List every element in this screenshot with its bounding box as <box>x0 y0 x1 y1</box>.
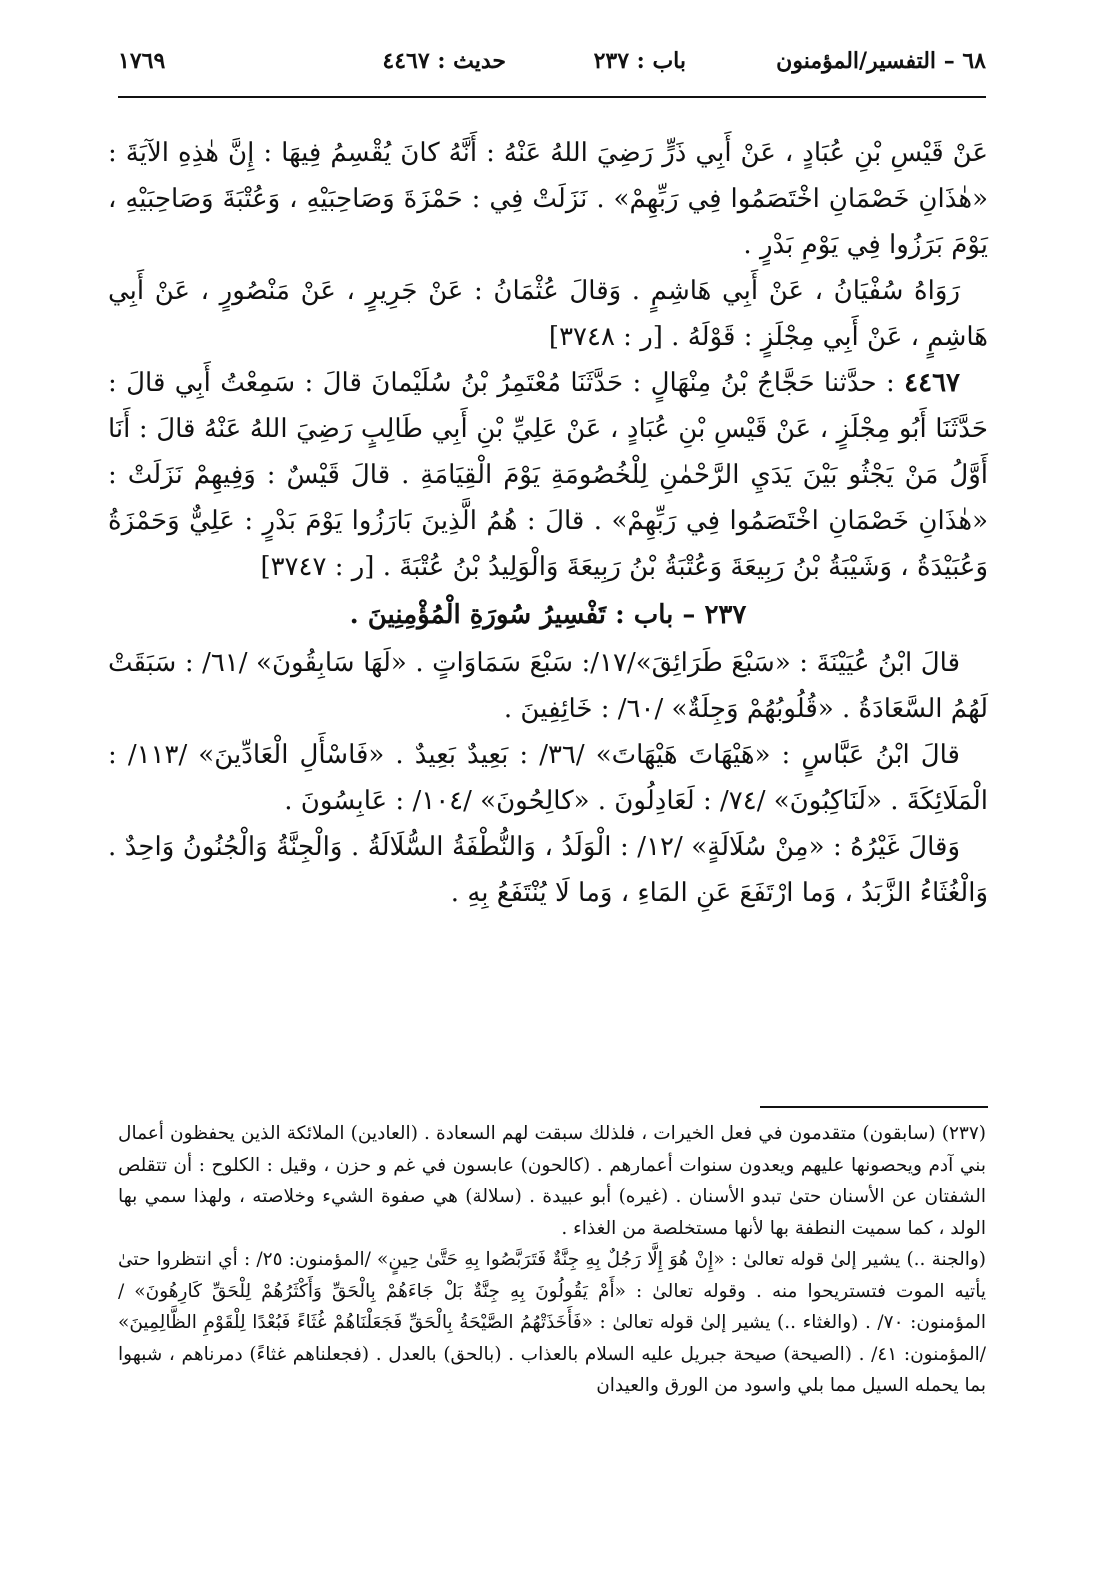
chapter-title: ٢٣٧ – باب : تَفْسِيرُ سُورَةِ الْمُؤْمِنِينَ . <box>349 600 747 630</box>
header-hadith: حديث : ٤٤٦٧ <box>382 48 506 74</box>
paragraph-4: قالَ ابْنُ عُيَيْنَةَ : «سَبْعَ طَرَائِقَ»/١٧/: سَبْعَ سَمَاوَاتٍ . «لَهَا سَابِقُونَ» /٦١/ : سَبَقَتْ لَهُمُ السَّعَادَةُ . «قُلُوبُهُمْ وَجِلَةٌ» /٦٠/ : خَائِفِينَ . <box>108 648 988 724</box>
header-bab: باب : ٢٣٧ <box>593 48 686 74</box>
paragraph-1: عَنْ قَيْسِ بْنِ عُبَادٍ ، عَنْ أَبِي ذَرٍّ رَضِيَ اللهُ عَنْهُ : أَنَّهُ كانَ يُقْسِمُ فِيهَا : إِنَّ هٰذِهِ الآيَةَ : «هٰذَانِ خَصْمَانِ اخْتَصَمُوا فِي رَبِّهِمْ» . نَزَلَتْ فِي : حَمْزَةَ وَصَاحِبَيْهِ ، وَعُتْبَةَ وَصَاحِبَيْهِ ، يَوْمَ بَرَزُوا فِي يَوْمِ بَدْرٍ . <box>108 138 988 260</box>
running-header <box>118 44 986 94</box>
page-number: ١٧٦٩ <box>118 48 166 74</box>
hadith-number: ٤٤٦٧ <box>904 368 960 398</box>
hadith-paragraph <box>108 360 988 590</box>
paragraph-6: وَقالَ غَيْرُهُ : «مِنْ سُلَالَةٍ» /١٢/ : الْوَلَدُ ، وَالنُّطْفَةُ السُّلَالَةُ . وَالْجِنَّةُ وَالْجُنُونُ وَاحِدٌ . وَالْغُثَاءُ الزَّبَدُ ، وَما ارْتَفَعَ عَنِ المَاءِ ، وَما لَا يُنْتَفَعُ بِهِ . <box>108 832 988 908</box>
footnotes <box>118 1118 986 1402</box>
footnote-rule <box>760 1106 988 1108</box>
header-rule <box>118 96 986 98</box>
paragraph-5: قالَ ابْنُ عَبَّاسٍ : «هَيْهَاتَ هَيْهَاتَ» /٣٦/ : بَعِيدٌ بَعِيدٌ . «فَاسْأَلِ الْعَادِّينَ» /١١٣/ : الْمَلَائِكَةَ . «لَنَاكِبُونَ» /٧٤/ : لَعَادِلُونَ . «كالِحُونَ» /١٠٤/ : عَابِسُونَ . <box>108 740 988 816</box>
footnote-1: (٢٣٧) (سابقون) متقدمون في فعل الخيرات ، فلذلك سبقت لهم السعادة . (العادين) الملائكة الذين يحفظون أعمال بني آدم ويحصونها عليهم ويعدون سنوات أعمارهم . (كالحون) عابسون في غم و حزن ، وقيل : الكلوح : أن تتقلص الشفتان عن الأسنان حتىٰ تبدو الأسنان . (غيره) أبو عبيدة . (سلالة) هي صفوة الشيء وخلاصته ، ولهذا سمي بها الولد ، كما سميت النطفة بها لأنها مستخلصة من الغذاء . <box>118 1123 986 1239</box>
footnote-2: (والجنة ..) يشير إلىٰ قوله تعالىٰ : «إِنْ هُوَ إِلَّا رَجُلٌ بِهِ جِنَّةٌ فَتَرَبَّصُوا بِهِ حَتَّىٰ حِينٍ» /المؤمنون: ٢٥/ : أي انتظروا حتىٰ يأتيه الموت فتستريحوا منه . وقوله تعالىٰ : «أَمْ يَقُولُونَ بِهِ جِنَّةٌ بَلْ جَاءَهُمْ بِالْحَقِّ وَأَكْثَرُهُمْ لِلْحَقِّ كَارِهُونَ» /المؤمنون: ٧٠/ . (والغثاء ..) يشير إلىٰ قوله تعالىٰ : «فَأَخَذَتْهُمُ الصَّيْحَةُ بِالْحَقِّ فَجَعَلْنَاهُمْ غُثَاءً فَبُعْدًا لِلْقَوْمِ الظَّالِمِينَ» /المؤمنون: ٤١/ . (الصيحة) صيحة جبريل عليه السلام بالعذاب . (بالحق) بالعدل . (فجعلناهم غثاءً) دمرناهم ، شبهوا بما يحمله السيل مما بلي واسود من الورق والعيدان <box>118 1249 986 1396</box>
main-text <box>108 130 988 916</box>
hadith-text: : حدَّثنا حَجَّاجُ بْنُ مِنْهَالٍ : حَدَّثَنَا مُعْتَمِرُ بْنُ سُلَيْمانَ قالَ : سَمِعْتُ أَبِي قالَ : حَدَّثَنَا أَبُو مِجْلَزٍ ، عَنْ قَيْسِ بْنِ عُبَادٍ ، عَنْ عَلِيِّ بْنِ أَبِي طَالِبٍ رَضِيَ اللهُ عَنْهُ قالَ : أَنَا أَوَّلُ مَنْ يَجْثُو بَيْنَ يَدَيِ الرَّحْمٰنِ لِلْخُصُومَةِ يَوْمَ الْقِيَامَةِ . قالَ قَيْسٌ : وَفِيهِمْ نَزَلَتْ : «هٰذَانِ خَصْمَانِ اخْتَصَمُوا فِي رَبِّهِمْ» . قالَ : هُمُ الَّذِينَ بَارَزُوا يَوْمَ بَدْرٍ : عَلِيٌّ وَحَمْزَةُ وَعُبَيْدَةُ ، وَشَيْبَةُ بْنُ رَبِيعَةَ وَعُتْبَةُ بْنُ رَبِيعَةَ وَالْوَلِيدُ بْنُ عُتْبَةَ . [ر : ٣٧٤٧] <box>108 368 988 582</box>
paragraph-2: رَوَاهُ سُفْيَانُ ، عَنْ أَبِي هَاشِمٍ . وَقالَ عُثْمَانُ : عَنْ جَرِيرٍ ، عَنْ مَنْصُورٍ ، عَنْ أَبِي هَاشِمٍ ، عَنْ أَبِي مِجْلَزٍ : قَوْلَهُ . [ر : ٣٧٤٨] <box>108 276 988 352</box>
header-chapter: ٦٨ – التفسير/المؤمنون <box>776 48 986 74</box>
